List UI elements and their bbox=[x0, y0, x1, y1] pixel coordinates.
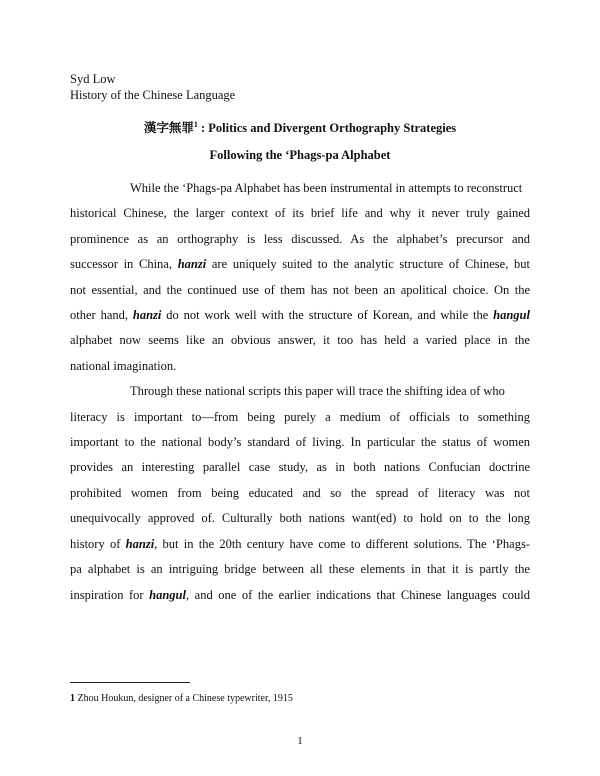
term-hanzi: hanzi bbox=[177, 257, 207, 272]
text-line: important to the national body’s standard of living. In particular the status of women bbox=[70, 435, 530, 450]
text-line: not essential, and the continued use of them has not been an apolitical choice. On the bbox=[70, 282, 530, 297]
paragraph-1 bbox=[70, 176, 530, 379]
author-name: Syd Low bbox=[70, 72, 116, 86]
title-subtitle: : Politics and Divergent Orthography Strategies bbox=[197, 121, 457, 135]
course-name: History of the Chinese Language bbox=[70, 88, 236, 102]
term-hangul: hangul bbox=[149, 587, 186, 602]
term-hanzi: hanzi bbox=[125, 536, 155, 551]
paper-header bbox=[70, 71, 235, 103]
text-line: historical Chinese, the larger context of its brief life and why it never truly gained bbox=[70, 206, 530, 221]
text-line: Through these national scripts this paper will trace the shifting idea of who bbox=[130, 384, 505, 399]
text-line: inspiration for hangul, and one of the earlier indications that Chinese languages could bbox=[70, 587, 530, 602]
text-line: alphabet now seems like an obvious answer, it too has held a varied place in the bbox=[70, 333, 530, 348]
paper-title-line-1 bbox=[70, 120, 530, 136]
term-hangul: hangul bbox=[493, 308, 530, 323]
text-line: history of hanzi, but in the 20th century have come to different solutions. The ‘Phags- bbox=[70, 536, 530, 551]
text-line: successor in China, hanzi are uniquely suited to the analytic structure of Chinese, but bbox=[70, 257, 531, 272]
footnote-divider bbox=[70, 682, 190, 683]
text-line: prominence as an orthography is less discussed. As the alphabet’s precursor and bbox=[70, 231, 530, 246]
body-text bbox=[70, 176, 530, 608]
text-line: national imagination. bbox=[70, 358, 177, 373]
paragraph-2 bbox=[70, 379, 530, 608]
term-hanzi: hanzi bbox=[132, 308, 162, 323]
text-line: While the ‘Phags-pa Alphabet has been instrumental in attempts to reconstruct bbox=[130, 181, 523, 195]
text-line: pa alphabet is an intriguing bridge between all these elements in that it is partly the bbox=[70, 562, 530, 577]
title-footnote-ref[interactable]: 1 bbox=[193, 119, 198, 129]
text-line: prohibited women from being educated and so the spread of literacy was not bbox=[70, 485, 530, 500]
footnote-text: Zhou Houkun, designer of a Chinese typewriter, 1915 bbox=[75, 693, 293, 704]
title-chinese: 漢字無罪 bbox=[143, 121, 194, 135]
text-line: other hand, hanzi do not work well with the structure of Korean, and while the hangul bbox=[70, 308, 530, 323]
footnote-mark: 1 bbox=[70, 693, 75, 704]
footnote bbox=[70, 692, 293, 705]
paper-title-line-2: Following the ‘Phags-pa Alphabet bbox=[209, 148, 391, 162]
text-line: provides an interesting parallel case study, as in both nations Confucian doctrine bbox=[70, 460, 530, 475]
text-line: unequivocally approved of. Culturally both nations want(ed) to hold on to the long bbox=[70, 511, 530, 526]
page-number: 1 bbox=[297, 735, 303, 747]
text-line: literacy is important to—from being purely a medium of officials to something bbox=[70, 409, 530, 424]
